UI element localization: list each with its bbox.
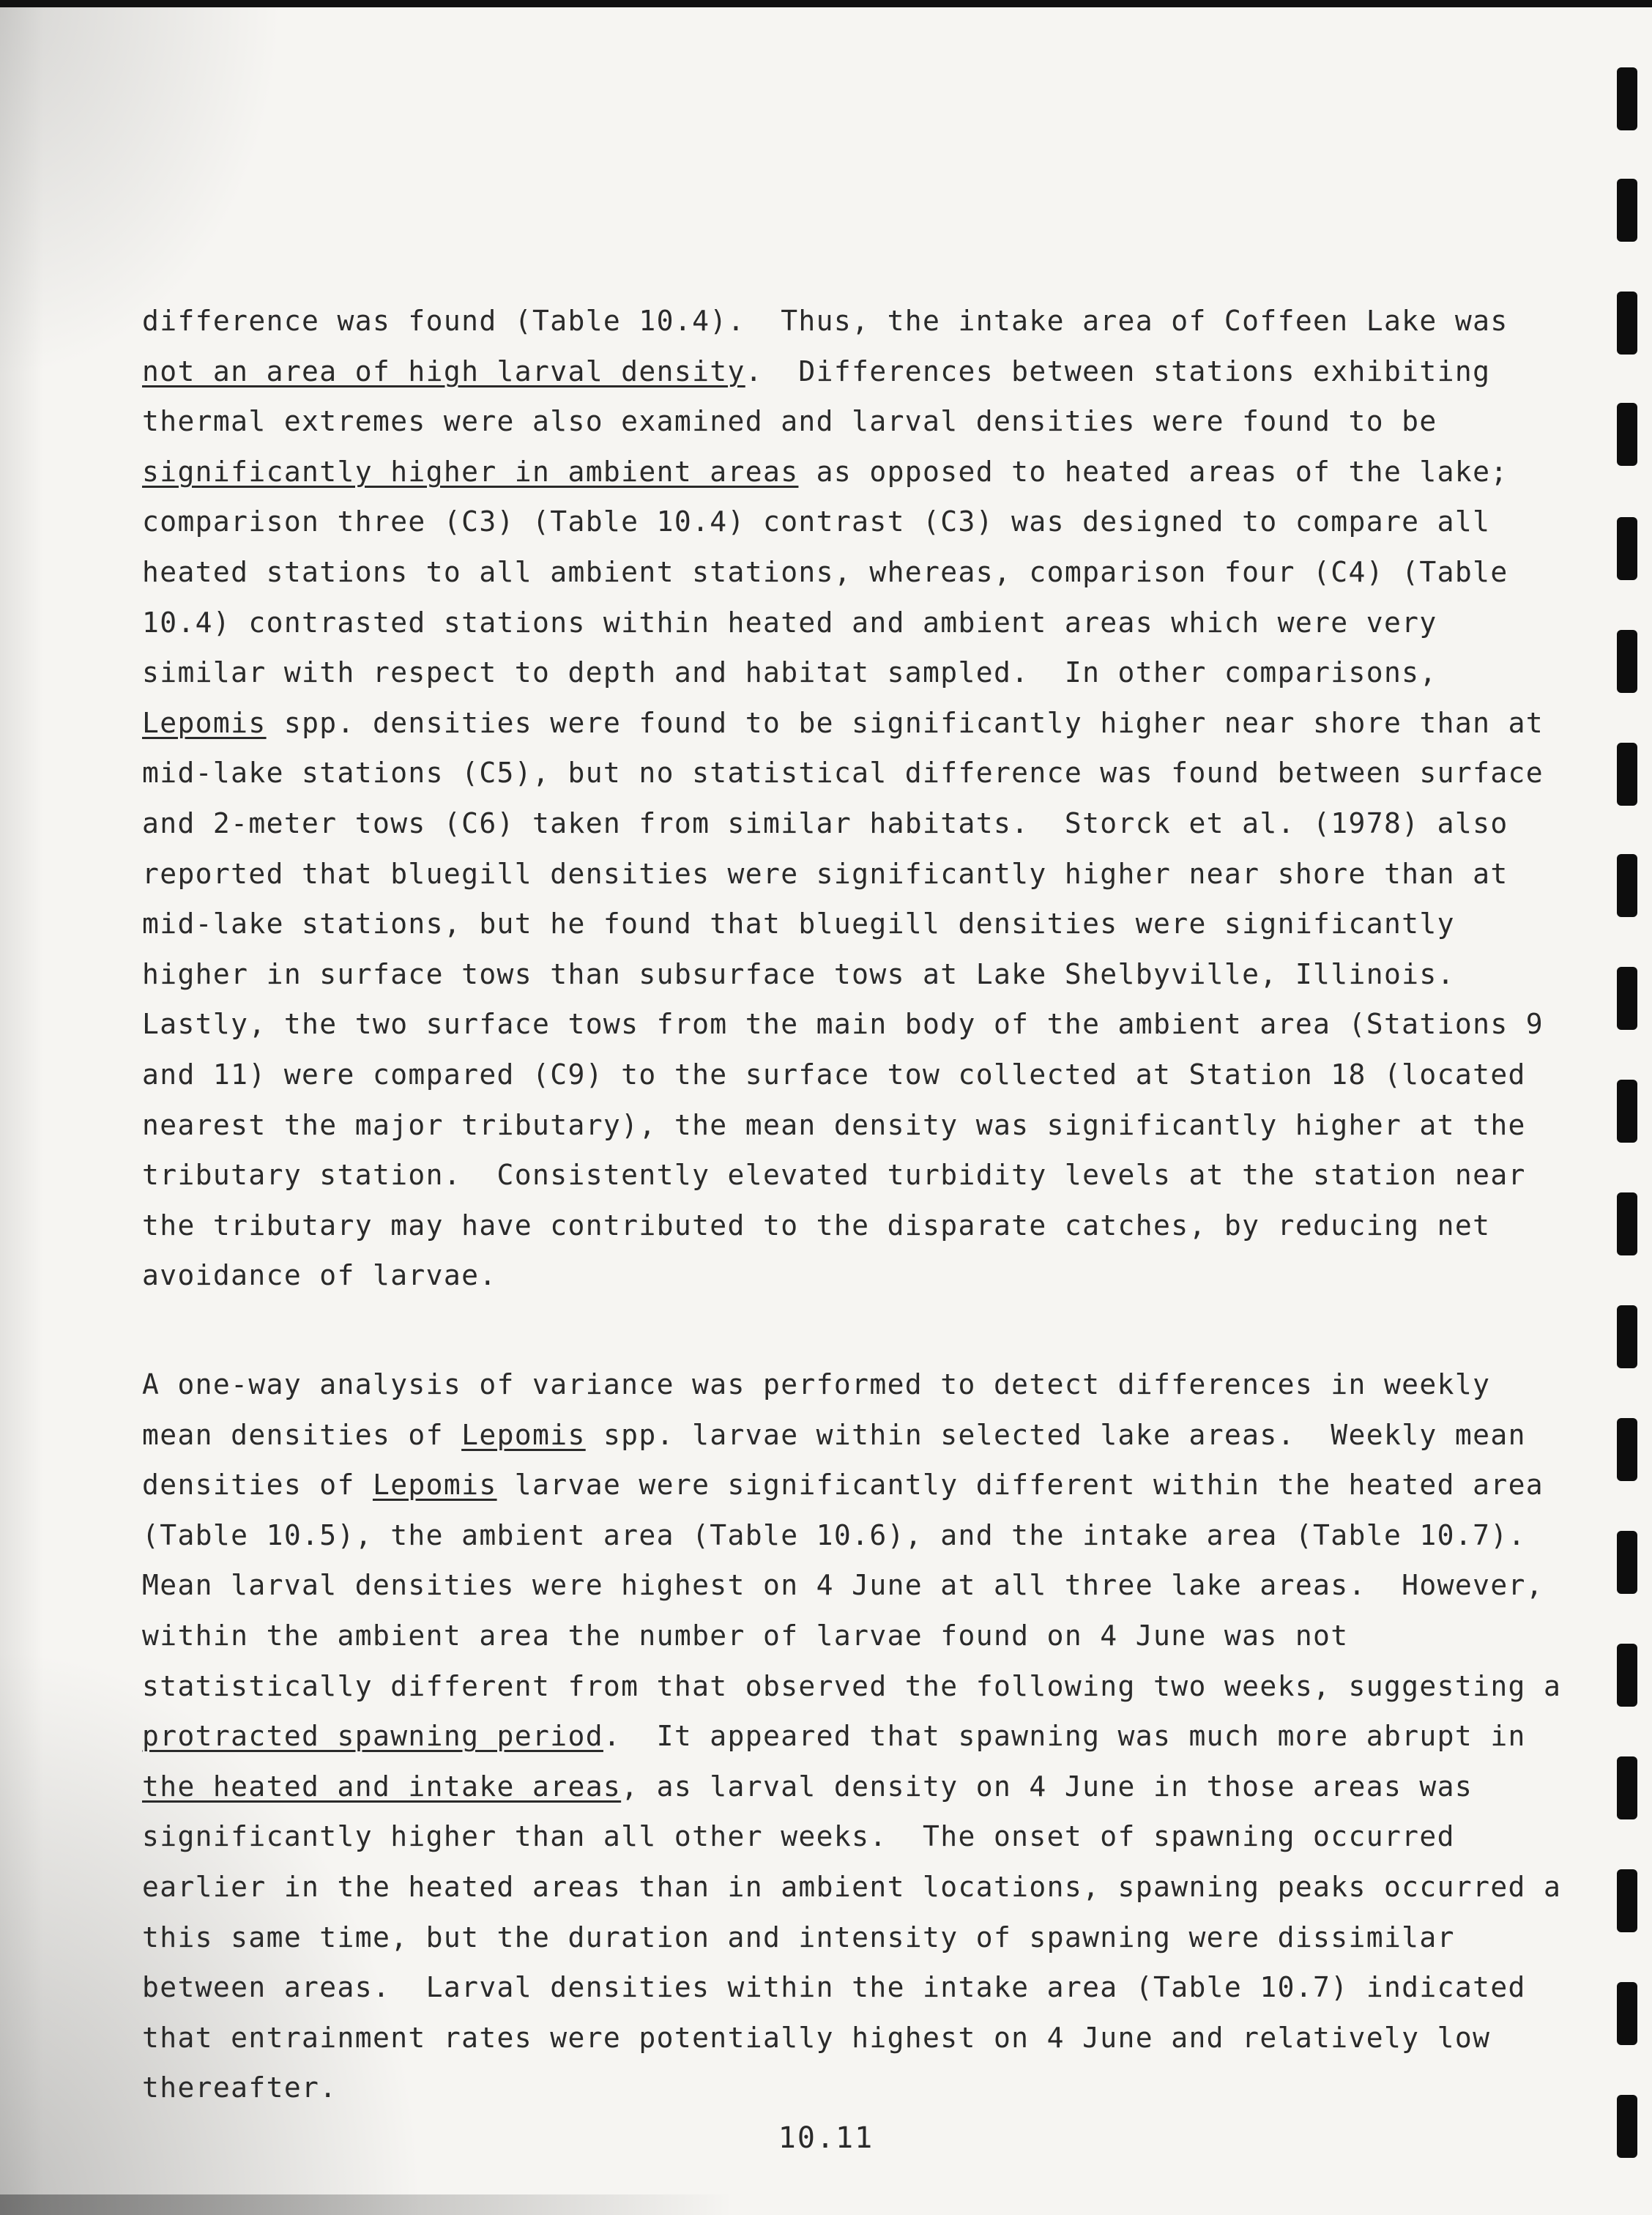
text-line [142,899,1482,949]
text-run: between areas. Larval densities within the intake area (Table 10.7) indicated [142,1971,1526,2004]
text-line [142,1962,1526,2013]
text-run: nearest the major tributary), the mean density was significantly higher at the [142,1108,1526,1141]
text-line [142,1912,1482,1963]
binding-hole-mark [1617,1418,1637,1481]
binding-hole-mark [1617,967,1637,1030]
paragraph-station-comparisons [142,296,1544,1301]
text-line [142,1201,1491,1251]
binding-hole-mark [1617,1080,1637,1143]
text-line [142,698,1544,749]
text-run: difference was found (Table 10.4). Thus, the intake area of Coffeen Lake was [142,305,1508,337]
binding-hole-mark [1617,403,1637,466]
scan-bottom-shadow [0,2194,732,2215]
text-line [142,648,1482,698]
text-line [142,748,1544,798]
text-run: earlier in the heated areas than in ambient locations, spawning peaks occurred a [142,1870,1562,1903]
text-run: . Differences between stations exhibiting [745,355,1491,387]
text-line [142,497,1491,547]
binding-hole-mark [1617,1305,1637,1368]
text-run: , as larval density on 4 June in those areas was [621,1770,1473,1803]
text-line [142,346,1491,397]
text-line [142,1250,1482,1301]
binding-hole-mark [1617,1756,1637,1819]
text-line [142,447,1508,497]
text-line [142,1762,1482,1812]
text-line [142,1460,1544,1510]
text-line [142,2063,1482,2113]
binding-hole-mark [1617,292,1637,355]
text-run: Lastly, the two surface tows from the main body of the ambient area (Stations 9 [142,1008,1544,1041]
text-run: thermal extremes were also examined and larval densities were found to be [142,405,1437,438]
binding-hole-mark [1617,1869,1637,1932]
text-line [142,396,1482,447]
underlined-text: protracted spawning period [142,1720,603,1753]
text-run: the tributary may have contributed to the disparate catches, by reducing net [142,1209,1491,1242]
text-line [142,1811,1482,1862]
text-run: similar with respect to depth and habitat sampled. In other comparisons, [142,656,1437,689]
underlined-text: significantly higher in ambient areas [142,455,799,488]
text-line [142,547,1508,598]
text-run: mid-lake stations (C5), but no statistical difference was found between surface [142,757,1544,790]
underlined-text: Lepomis [142,706,267,739]
binding-hole-mark [1617,1982,1637,2045]
text-line [142,849,1508,899]
text-run: thereafter. [142,2071,338,2104]
text-run: statistically different from that observed the following two weeks, suggesting a [142,1669,1562,1702]
binding-punch-marks [1617,0,1646,2215]
text-run: spp. densities were found to be significantly higher near shore than at [266,706,1544,739]
text-line [142,1410,1526,1461]
text-line [142,1711,1526,1762]
text-line [142,2013,1491,2063]
text-line [142,1150,1526,1201]
text-line [142,798,1508,849]
text-run: reported that bluegill densities were significantly higher near shore than at [142,857,1508,890]
paragraph-weekly-anova [142,1359,1562,2113]
text-run: mid-lake stations, but he found that bluegill densities were significantly [142,908,1455,940]
underlined-text: not an area of high larval density [142,355,745,387]
binding-hole-mark [1617,1531,1637,1594]
text-run: Mean larval densities were highest on 4 June at all three lake areas. However, [142,1569,1544,1602]
text-line [142,296,1508,346]
text-run: densities of [142,1469,373,1502]
text-run: and 2-meter tows (C6) taken from similar habitats. Storck et al. (1978) also [142,806,1508,839]
text-run: A one-way analysis of variance was performed to detect differences in weekly [142,1368,1491,1400]
text-run: (Table 10.5), the ambient area (Table 10.6), and the intake area (Table 10.7). [142,1518,1526,1551]
binding-hole-mark [1617,743,1637,806]
text-run: significantly higher than all other weeks. The onset of spawning occurred [142,1820,1455,1853]
text-run: as opposed to heated areas of the lake; [798,455,1508,488]
underlined-text: Lepomis [372,1469,497,1502]
binding-hole-mark [1617,179,1637,242]
text-run: higher in surface tows than subsurface tows at Lake Shelbyville, Illinois. [142,957,1455,990]
text-line [142,1560,1544,1611]
underlined-text: Lepomis [461,1418,586,1451]
text-run: larvae were significantly different within the heated area [496,1469,1544,1502]
binding-hole-mark [1617,854,1637,917]
text-line [142,1100,1526,1151]
text-run: spp. larvae within selected lake areas. Weekly mean [585,1418,1526,1451]
text-line [142,1862,1562,1912]
text-run: comparison three (C3) (Table 10.4) contrast (C3) was designed to compare all [142,505,1491,538]
text-run: and 11) were compared (C9) to the surface tow collected at Station 18 (located [142,1058,1526,1091]
text-line [142,949,1482,1000]
underlined-text: the heated and intake areas [142,1770,622,1803]
text-line [142,1661,1562,1712]
text-run: heated stations to all ambient stations, whereas, comparison four (C4) (Table [142,555,1508,588]
binding-hole-mark [1617,67,1637,130]
text-run: mean densities of [142,1418,462,1451]
text-line [142,1611,1482,1661]
binding-hole-mark [1617,1192,1637,1255]
text-line [142,598,1482,648]
scan-top-edge [0,0,1652,7]
text-line [142,1359,1491,1410]
text-run: this same time, but the duration and intensity of spawning were dissimilar [142,1921,1455,1954]
text-run: within the ambient area the number of larvae found on 4 June was not [142,1619,1349,1652]
text-line [142,1050,1526,1100]
page-number: 10.11 [778,2121,874,2155]
text-run: tributary station. Consistently elevated turbidity levels at the station near [142,1159,1526,1192]
text-line [142,1510,1526,1561]
text-line [142,999,1544,1050]
text-run: avoidance of larvae. [142,1259,497,1292]
binding-hole-mark [1617,630,1637,693]
binding-hole-mark [1617,517,1637,580]
text-run: . It appeared that spawning was much more abrupt in [603,1720,1526,1753]
text-run: that entrainment rates were potentially highest on 4 June and relatively low [142,2021,1491,2054]
text-run: 10.4) contrasted stations within heated and ambient areas which were very [142,606,1437,639]
binding-hole-mark [1617,1644,1637,1707]
